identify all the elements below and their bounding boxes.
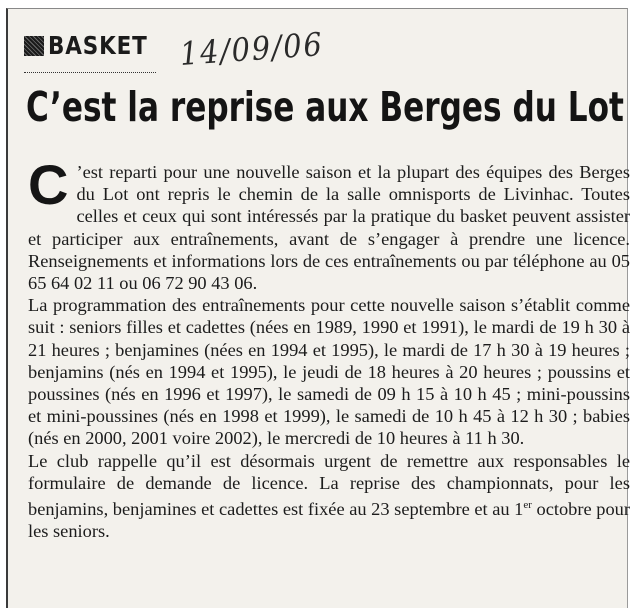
newspaper-clipping <box>6 8 628 608</box>
section-kicker <box>24 33 164 58</box>
paragraph-2: La programmation des entraînements pour cette nouvelle saison s’établit comme suit : seniors filles et cadettes (nées en 1989, 1990 et 1991), le mardi de 19 h 30 à 21 heures ; benjamines (nées en 1994 et 1995), le mardi de 17 h 30 à 19 heures ; benjamins (nés en 1994 et 1995), le jeudi de 18 heures à 20 heures ; poussins et poussines (nés en 1996 et 1997), le samedi de 09 h 15 à 10 h 45 ; mini-poussins et mini-poussines (nés en 1998 et 1999), le samedi de 10 h 45 à 12 h 30 ; babies (nés en 2000, 2001 voire 2002), le mercredi de 10 heures à 11 h 30. <box>28 295 630 449</box>
paragraph-3-text: Le club rappelle qu’il est désormais urgent de remettre aux responsables le formulaire de demande de licence. La reprise des championnats, pour les benjamins, benjamines et cadettes est fixée au 23 septembre et au 1 <box>28 450 630 520</box>
article-headline: C’est la reprise aux Berges du Lot <box>26 83 624 131</box>
paragraph-1 <box>28 153 630 294</box>
section-label: BASKET <box>48 31 148 60</box>
paragraph-1-text: ’est reparti pour une nouvelle saison et la plupart des équipes des Berges du Lot ont repris le chemin de la salle omnisports de Livinhac. Toutes celles et ceux qui sont intéressés par la pratique du basket peuvent assister et participer aux entraînements, avant de s’engager à prendre une licence. Renseignements et informations lors de ces entraînements ou par téléphone au 05 65 64 02 11 ou 06 72 90 43 06. <box>28 162 630 294</box>
drop-cap: C <box>28 153 69 216</box>
ordinal-superscript: er <box>523 499 532 512</box>
handwritten-date: 14/09/06 <box>178 25 325 73</box>
scan-top-margin <box>0 0 632 7</box>
paragraph-3-end: octobre pour les seniors. <box>28 499 630 542</box>
kicker-underline <box>24 72 156 73</box>
square-bullet-icon <box>24 36 44 56</box>
paragraph-3 <box>28 450 630 543</box>
article-body <box>28 153 630 542</box>
